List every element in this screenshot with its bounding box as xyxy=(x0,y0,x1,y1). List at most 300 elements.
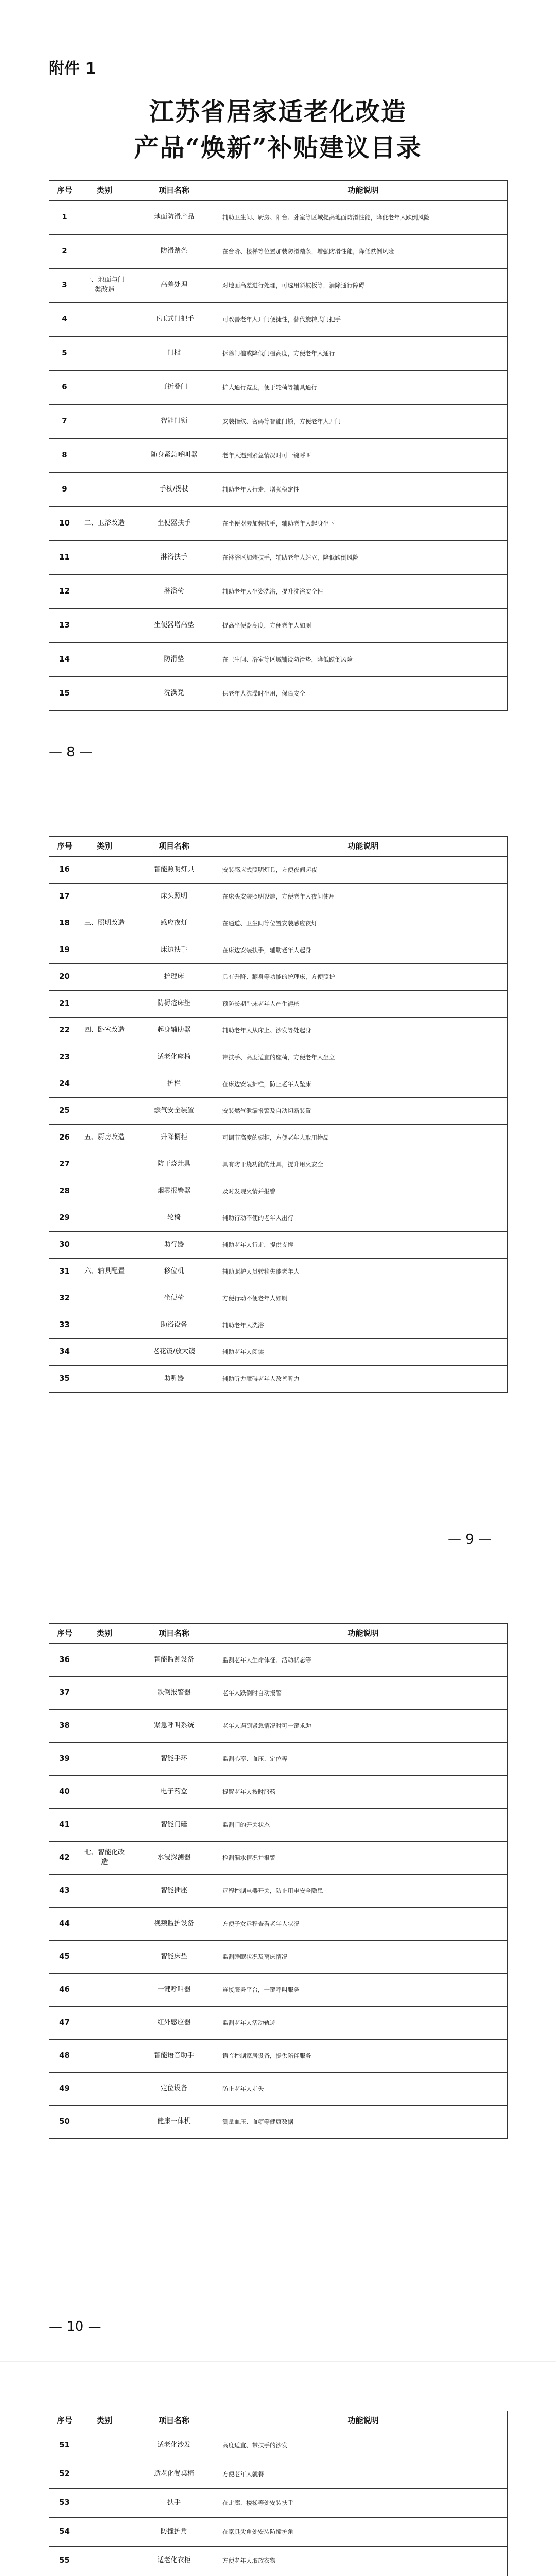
item-number: 20 xyxy=(49,963,80,990)
item-category xyxy=(80,883,129,910)
item-number: 38 xyxy=(49,1709,80,1742)
item-description: 测量血压、血糖等健康数据 xyxy=(219,2105,508,2138)
item-number: 1 xyxy=(49,200,80,234)
item-description: 老年人遇到紧急情况时可一键求助 xyxy=(219,1709,508,1742)
item-number: 36 xyxy=(49,1643,80,1676)
table-row xyxy=(49,2039,508,2072)
item-number: 19 xyxy=(49,937,80,963)
table-header-row xyxy=(49,181,508,201)
item-description: 在床头安装照明设施，方便老年人夜间使用 xyxy=(219,883,508,910)
item-number: 27 xyxy=(49,1151,80,1178)
item-description: 在淋浴区加装扶手，辅助老年人站立，降低跌倒风险 xyxy=(219,540,508,574)
item-number: 24 xyxy=(49,1071,80,1097)
table-row xyxy=(49,2488,508,2517)
item-category xyxy=(80,1071,129,1097)
item-category xyxy=(80,1676,129,1709)
item-description: 监测门的开关状态 xyxy=(219,1808,508,1841)
catalog-table xyxy=(49,2411,508,2576)
item-name: 感应夜灯 xyxy=(129,910,219,937)
item-category xyxy=(80,2072,129,2105)
item-number: 40 xyxy=(49,1775,80,1808)
item-name: 坐便器增高垫 xyxy=(129,608,219,642)
table-row xyxy=(49,506,508,540)
document-page-4 xyxy=(0,2362,556,2576)
column-header: 项目名称 xyxy=(129,837,219,857)
table-row xyxy=(49,1044,508,1071)
item-name: 助行器 xyxy=(129,1231,219,1258)
item-category xyxy=(80,302,129,336)
item-description: 辅助老年人行走，增强稳定性 xyxy=(219,472,508,506)
item-number: 12 xyxy=(49,574,80,608)
table-row xyxy=(49,1742,508,1775)
column-header: 项目名称 xyxy=(129,1624,219,1644)
item-name: 护栏 xyxy=(129,1071,219,1097)
item-number: 35 xyxy=(49,1365,80,1392)
item-name: 淋浴扶手 xyxy=(129,540,219,574)
column-header: 项目名称 xyxy=(129,181,219,201)
item-description: 及时发现火情并报警 xyxy=(219,1178,508,1205)
item-category xyxy=(80,676,129,710)
item-name: 轮椅 xyxy=(129,1205,219,1231)
item-description: 连接服务平台，一键呼叫服务 xyxy=(219,1973,508,2006)
item-name: 防滑垫 xyxy=(129,642,219,676)
table-row xyxy=(49,2105,508,2138)
table-row xyxy=(49,1874,508,1907)
item-name: 扶手 xyxy=(129,2488,219,2517)
item-description: 在家具尖角处安装防撞护角 xyxy=(219,2517,508,2546)
table-row xyxy=(49,1676,508,1709)
item-category xyxy=(80,1338,129,1365)
table-row xyxy=(49,2006,508,2039)
item-name: 护理床 xyxy=(129,963,219,990)
item-category xyxy=(80,438,129,472)
item-name: 门槛 xyxy=(129,336,219,370)
attachment-label: 附件 1 xyxy=(49,60,96,78)
item-category xyxy=(80,1312,129,1338)
item-category xyxy=(80,2006,129,2039)
item-description: 扩大通行宽度，便于轮椅等辅具通行 xyxy=(219,370,508,404)
item-name: 智能插座 xyxy=(129,1874,219,1907)
item-name: 适老化沙发 xyxy=(129,2431,219,2460)
item-description: 在台阶、楼梯等位置加装防滑踏条，增强防滑性能，降低跌倒风险 xyxy=(219,234,508,268)
item-description: 在坐便器旁加装扶手，辅助老年人起身坐下 xyxy=(219,506,508,540)
table-row xyxy=(49,1808,508,1841)
item-category xyxy=(80,1940,129,1973)
table-row xyxy=(49,1178,508,1205)
item-name: 跌倒报警器 xyxy=(129,1676,219,1709)
column-header: 类别 xyxy=(80,837,129,857)
column-header: 类别 xyxy=(80,181,129,201)
item-name: 防滑踏条 xyxy=(129,234,219,268)
item-name: 电子药盒 xyxy=(129,1775,219,1808)
item-category xyxy=(80,1643,129,1676)
column-header: 功能说明 xyxy=(219,1624,508,1644)
item-name: 智能门磁 xyxy=(129,1808,219,1841)
table-header-row xyxy=(49,1624,508,1644)
table-row xyxy=(49,2517,508,2546)
table-row xyxy=(49,1205,508,1231)
document-title-line1: 江苏省居家适老化改造 xyxy=(149,97,407,126)
catalog-table xyxy=(49,836,508,1393)
item-name: 助浴设备 xyxy=(129,1312,219,1338)
item-name: 智能门锁 xyxy=(129,404,219,438)
item-description: 具有防干烧功能的灶具，提升用火安全 xyxy=(219,1151,508,1178)
table-row xyxy=(49,268,508,302)
item-category xyxy=(80,1365,129,1392)
item-number: 28 xyxy=(49,1178,80,1205)
item-name: 适老化座椅 xyxy=(129,1044,219,1071)
item-number: 30 xyxy=(49,1231,80,1258)
item-number: 45 xyxy=(49,1940,80,1973)
column-header: 序号 xyxy=(49,181,80,201)
item-description: 语音控制家居设备，提供陪伴服务 xyxy=(219,2039,508,2072)
item-description: 辅助老年人行走，提供支撑 xyxy=(219,1231,508,1258)
table-row xyxy=(49,1017,508,1044)
item-name: 洗澡凳 xyxy=(129,676,219,710)
item-number: 9 xyxy=(49,472,80,506)
item-number: 32 xyxy=(49,1285,80,1312)
item-category xyxy=(80,1742,129,1775)
item-number: 46 xyxy=(49,1973,80,2006)
item-number: 17 xyxy=(49,883,80,910)
item-number: 18 xyxy=(49,910,80,937)
table-row xyxy=(49,1124,508,1151)
item-name: 紧急呼叫系统 xyxy=(129,1709,219,1742)
item-number: 43 xyxy=(49,1874,80,1907)
item-category xyxy=(80,1709,129,1742)
column-header: 类别 xyxy=(80,2411,129,2431)
column-header: 功能说明 xyxy=(219,2411,508,2431)
item-name: 智能床垫 xyxy=(129,1940,219,1973)
item-number: 15 xyxy=(49,676,80,710)
item-number: 52 xyxy=(49,2460,80,2488)
item-category: 三、照明改造 xyxy=(80,910,129,937)
item-category xyxy=(80,856,129,883)
item-category: 六、辅具配置 xyxy=(80,1258,129,1285)
item-description: 监测老年人活动轨迹 xyxy=(219,2006,508,2039)
item-category xyxy=(80,1178,129,1205)
table-row xyxy=(49,1231,508,1258)
item-name: 视频监护设备 xyxy=(129,1907,219,1940)
item-name: 智能语音助手 xyxy=(129,2039,219,2072)
item-category xyxy=(80,963,129,990)
item-description: 在卫生间、浴室等区域铺设防滑垫，降低跌倒风险 xyxy=(219,642,508,676)
item-name: 移位机 xyxy=(129,1258,219,1285)
item-name: 健康一体机 xyxy=(129,2105,219,2138)
item-category xyxy=(80,336,129,370)
table-row xyxy=(49,1285,508,1312)
item-category xyxy=(80,404,129,438)
item-category xyxy=(80,1205,129,1231)
item-number: 4 xyxy=(49,302,80,336)
item-name: 手杖/拐杖 xyxy=(129,472,219,506)
table-header-row xyxy=(49,837,508,857)
item-name: 智能手环 xyxy=(129,1742,219,1775)
item-category: 四、卧室改造 xyxy=(80,1017,129,1044)
item-category xyxy=(80,2039,129,2072)
item-category xyxy=(80,2431,129,2460)
item-number: 7 xyxy=(49,404,80,438)
item-name: 适老化餐桌椅 xyxy=(129,2460,219,2488)
table-row xyxy=(49,1940,508,1973)
item-category xyxy=(80,1775,129,1808)
item-name: 红外感应器 xyxy=(129,2006,219,2039)
table-row xyxy=(49,1151,508,1178)
item-name: 坐便椅 xyxy=(129,1285,219,1312)
table-row xyxy=(49,856,508,883)
item-number: 31 xyxy=(49,1258,80,1285)
item-number: 16 xyxy=(49,856,80,883)
item-name: 一键呼叫器 xyxy=(129,1973,219,2006)
document-title-line2: 产品“焕新”补贴建议目录 xyxy=(134,133,422,162)
item-number: 34 xyxy=(49,1338,80,1365)
item-number: 21 xyxy=(49,990,80,1017)
item-description: 远程控制电器开关，防止用电安全隐患 xyxy=(219,1874,508,1907)
table-row xyxy=(49,472,508,506)
item-description: 在通道、卫生间等位置安装感应夜灯 xyxy=(219,910,508,937)
table-row xyxy=(49,302,508,336)
table-row xyxy=(49,1709,508,1742)
item-name: 淋浴椅 xyxy=(129,574,219,608)
table-row xyxy=(49,234,508,268)
item-name: 起身辅助器 xyxy=(129,1017,219,1044)
item-number: 41 xyxy=(49,1808,80,1841)
item-category xyxy=(80,608,129,642)
table-row xyxy=(49,1643,508,1676)
item-category: 五、厨房改造 xyxy=(80,1124,129,1151)
item-number: 11 xyxy=(49,540,80,574)
table-row xyxy=(49,608,508,642)
item-number: 10 xyxy=(49,506,80,540)
column-header: 功能说明 xyxy=(219,837,508,857)
item-description: 辅助行动不便的老年人出行 xyxy=(219,1205,508,1231)
item-category xyxy=(80,2105,129,2138)
item-description: 监测睡眠状况及离床情况 xyxy=(219,1940,508,1973)
document-page-2 xyxy=(0,787,556,1574)
item-category xyxy=(80,1973,129,2006)
item-description: 老年人遇到紧急情况时可一键呼叫 xyxy=(219,438,508,472)
item-number: 37 xyxy=(49,1676,80,1709)
item-description: 在走廊、楼梯等处安装扶手 xyxy=(219,2488,508,2517)
item-description: 预防长期卧床老年人产生褥疮 xyxy=(219,990,508,1017)
item-category: 二、卫浴改造 xyxy=(80,506,129,540)
item-category xyxy=(80,540,129,574)
table-row xyxy=(49,1841,508,1874)
item-description: 辅助老年人洗浴 xyxy=(219,1312,508,1338)
item-description: 老年人跌倒时自动报警 xyxy=(219,1676,508,1709)
table-row xyxy=(49,1258,508,1285)
table-row xyxy=(49,1973,508,2006)
column-header: 功能说明 xyxy=(219,181,508,201)
item-number: 54 xyxy=(49,2517,80,2546)
table-row xyxy=(49,2431,508,2460)
item-description: 辅助听力障碍老年人改善听力 xyxy=(219,1365,508,1392)
item-number: 42 xyxy=(49,1841,80,1874)
item-description: 对地面高差进行处理，可选用斜坡板等，消除通行障碍 xyxy=(219,268,508,302)
item-category xyxy=(80,472,129,506)
item-number: 33 xyxy=(49,1312,80,1338)
item-description: 可调节高度的橱柜，方便老年人取用物品 xyxy=(219,1124,508,1151)
item-name: 坐便器扶手 xyxy=(129,506,219,540)
page-number: — 10 — xyxy=(49,2319,101,2334)
table-row xyxy=(49,540,508,574)
item-number: 55 xyxy=(49,2546,80,2575)
item-category xyxy=(80,1285,129,1312)
item-number: 14 xyxy=(49,642,80,676)
item-name: 水浸探测器 xyxy=(129,1841,219,1874)
column-header: 项目名称 xyxy=(129,2411,219,2431)
item-number: 44 xyxy=(49,1907,80,1940)
item-description: 在床边安装扶手，辅助老年人起身 xyxy=(219,937,508,963)
table-row xyxy=(49,963,508,990)
item-category xyxy=(80,990,129,1017)
item-description: 在床边安装护栏，防止老年人坠床 xyxy=(219,1071,508,1097)
table-row xyxy=(49,200,508,234)
item-category xyxy=(80,1151,129,1178)
item-name: 床边扶手 xyxy=(129,937,219,963)
table-row xyxy=(49,404,508,438)
table-row xyxy=(49,2460,508,2488)
item-number: 26 xyxy=(49,1124,80,1151)
item-description: 辅助老年人阅读 xyxy=(219,1338,508,1365)
item-number: 29 xyxy=(49,1205,80,1231)
table-row xyxy=(49,1071,508,1097)
table-row xyxy=(49,2072,508,2105)
item-description: 提醒老年人按时服药 xyxy=(219,1775,508,1808)
item-number: 51 xyxy=(49,2431,80,2460)
item-name: 老花镜/放大镜 xyxy=(129,1338,219,1365)
table-row xyxy=(49,642,508,676)
item-number: 13 xyxy=(49,608,80,642)
table-row xyxy=(49,1907,508,1940)
item-name: 烟雾报警器 xyxy=(129,1178,219,1205)
item-category xyxy=(80,1231,129,1258)
item-category xyxy=(80,1907,129,1940)
page-number: — 9 — xyxy=(448,1532,492,1547)
catalog-table xyxy=(49,1623,508,2139)
item-name: 适老化衣柜 xyxy=(129,2546,219,2575)
item-description: 提高坐便器高度，方便老年人如厕 xyxy=(219,608,508,642)
item-name: 智能监测设备 xyxy=(129,1643,219,1676)
item-name: 防撞护角 xyxy=(129,2517,219,2546)
item-description: 监测心率、血压、定位等 xyxy=(219,1742,508,1775)
item-description: 防止老年人走失 xyxy=(219,2072,508,2105)
item-name: 可折叠门 xyxy=(129,370,219,404)
item-description: 检测漏水情况并报警 xyxy=(219,1841,508,1874)
item-description: 安装燃气泄漏报警及自动切断装置 xyxy=(219,1097,508,1124)
page-number: — 8 — xyxy=(49,744,93,760)
table-row xyxy=(49,676,508,710)
item-description: 辅助老年人坐姿洗浴，提升洗浴安全性 xyxy=(219,574,508,608)
table-row xyxy=(49,883,508,910)
item-description: 安装感应式照明灯具，方便夜间起夜 xyxy=(219,856,508,883)
item-category xyxy=(80,1808,129,1841)
item-number: 49 xyxy=(49,2072,80,2105)
item-category xyxy=(80,2488,129,2517)
item-name: 随身紧急呼叫器 xyxy=(129,438,219,472)
item-category xyxy=(80,370,129,404)
item-number: 6 xyxy=(49,370,80,404)
table-row xyxy=(49,370,508,404)
table-row xyxy=(49,990,508,1017)
item-name: 智能照明灯具 xyxy=(129,856,219,883)
item-description: 安装指纹、密码等智能门锁，方便老年人开门 xyxy=(219,404,508,438)
item-name: 升降橱柜 xyxy=(129,1124,219,1151)
item-category xyxy=(80,1097,129,1124)
column-header: 序号 xyxy=(49,2411,80,2431)
item-name: 助听器 xyxy=(129,1365,219,1392)
document-page-1 xyxy=(0,0,556,787)
table-row xyxy=(49,336,508,370)
item-name: 防褥疮床垫 xyxy=(129,990,219,1017)
item-description: 供老年人洗澡时坐用，保障安全 xyxy=(219,676,508,710)
item-category: 一、地面与门类改造 xyxy=(80,268,129,302)
item-category xyxy=(80,574,129,608)
column-header: 序号 xyxy=(49,837,80,857)
item-description: 高度适宜、带扶手的沙发 xyxy=(219,2431,508,2460)
item-number: 22 xyxy=(49,1017,80,1044)
item-description: 拆除门槛或降低门槛高度，方便老年人通行 xyxy=(219,336,508,370)
item-number: 25 xyxy=(49,1097,80,1124)
item-category xyxy=(80,642,129,676)
table-row xyxy=(49,1338,508,1365)
column-header: 类别 xyxy=(80,1624,129,1644)
table-row xyxy=(49,1097,508,1124)
item-description: 方便行动不便老年人如厕 xyxy=(219,1285,508,1312)
item-category xyxy=(80,2546,129,2575)
item-number: 50 xyxy=(49,2105,80,2138)
item-name: 下压式门把手 xyxy=(129,302,219,336)
item-number: 5 xyxy=(49,336,80,370)
item-category xyxy=(80,937,129,963)
item-description: 具有升降、翻身等功能的护理床，方便照护 xyxy=(219,963,508,990)
item-number: 48 xyxy=(49,2039,80,2072)
table-row xyxy=(49,1775,508,1808)
table-row xyxy=(49,937,508,963)
item-description: 方便老年人就餐 xyxy=(219,2460,508,2488)
item-description: 监测老年人生命体征、活动状态等 xyxy=(219,1643,508,1676)
item-name: 燃气安全装置 xyxy=(129,1097,219,1124)
item-number: 53 xyxy=(49,2488,80,2517)
item-name: 防干烧灶具 xyxy=(129,1151,219,1178)
item-description: 方便老年人取放衣物 xyxy=(219,2546,508,2575)
item-name: 地面防滑产品 xyxy=(129,200,219,234)
table-row xyxy=(49,1365,508,1392)
item-number: 39 xyxy=(49,1742,80,1775)
item-description: 辅助老年人从床上、沙发等处起身 xyxy=(219,1017,508,1044)
item-name: 床头照明 xyxy=(129,883,219,910)
item-description: 辅助照护人员转移失能老年人 xyxy=(219,1258,508,1285)
catalog-table xyxy=(49,180,508,711)
item-description: 带扶手、高度适宜的座椅，方便老年人坐立 xyxy=(219,1044,508,1071)
item-category xyxy=(80,1044,129,1071)
item-category xyxy=(80,1874,129,1907)
item-number: 47 xyxy=(49,2006,80,2039)
item-description: 方便子女远程查看老年人状况 xyxy=(219,1907,508,1940)
item-category xyxy=(80,2517,129,2546)
item-category xyxy=(80,200,129,234)
table-row xyxy=(49,910,508,937)
item-description: 可改善老年人开门便捷性，替代旋转式门把手 xyxy=(219,302,508,336)
item-name: 定位设备 xyxy=(129,2072,219,2105)
item-number: 3 xyxy=(49,268,80,302)
item-number: 23 xyxy=(49,1044,80,1071)
table-row xyxy=(49,1312,508,1338)
item-category: 七、智能化改造 xyxy=(80,1841,129,1874)
table-row xyxy=(49,438,508,472)
item-name: 高差处理 xyxy=(129,268,219,302)
item-category xyxy=(80,2460,129,2488)
